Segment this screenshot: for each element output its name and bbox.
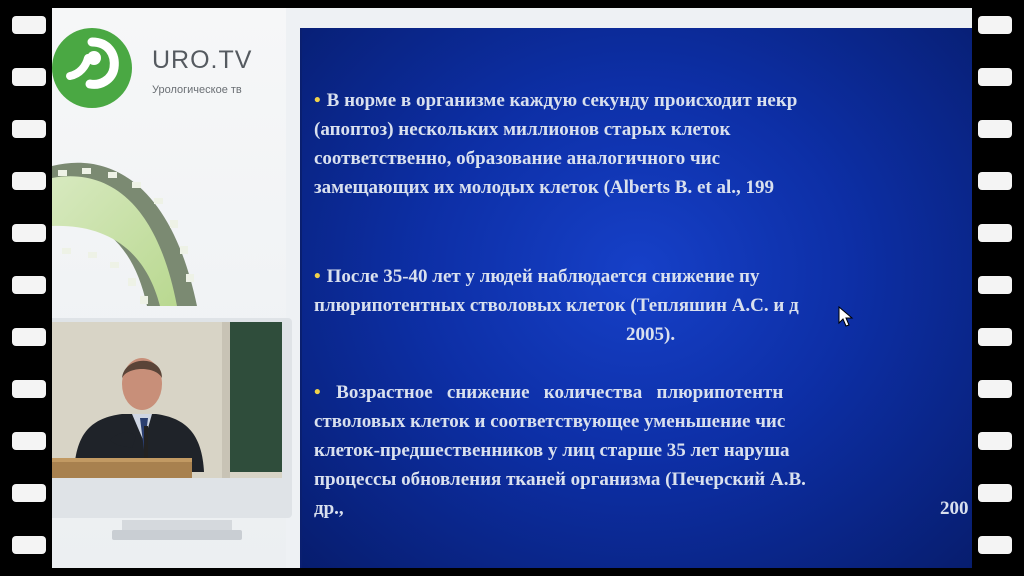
mouse-cursor-icon [838,306,854,328]
uro-tv-logo-icon [52,28,132,108]
brand-tagline: Урологическое тв [152,84,242,96]
sprocket-hole [12,120,46,138]
sprocket-hole [978,172,1012,190]
sprocket-hole [978,16,1012,34]
slide-line: • После 35-40 лет у людей наблюдается снижение пу [314,266,760,287]
sprocket-hole [12,328,46,346]
monitor-stand [122,520,232,530]
filmstrip-right [972,0,1024,576]
slide-line: процессы обновления тканей организма (Печерский А.В. [314,469,806,490]
bullet-icon: • [314,266,321,287]
slide-line: замещающих их молодых клеток (Alberts B. et al., 199 [314,177,775,198]
speaker-video[interactable] [52,322,282,478]
slide-line: • Возрастное снижение количества плюрипотентн [314,382,784,403]
slide-line: др., 200 [314,498,969,519]
sprocket-hole [12,276,46,294]
sprocket-hole [12,224,46,242]
sprocket-hole [978,328,1012,346]
brand-name: URO.TV [152,46,253,74]
film-reel-icon [52,156,202,306]
sprocket-hole [12,68,46,86]
slide-paragraph-2 [314,262,972,349]
slide-line: (апоптоз) нескольких миллионов старых клеток [314,119,731,140]
sprocket-hole [978,432,1012,450]
bullet-icon: • [314,90,321,111]
presentation-slide [300,28,972,568]
sprocket-hole [12,432,46,450]
slide-paragraph-3 [314,378,972,523]
sprocket-hole [978,68,1012,86]
sprocket-hole [978,120,1012,138]
slide-line: 2005). [626,324,676,345]
sprocket-hole [978,536,1012,554]
bullet-icon: • [314,382,321,403]
slide-line: плюрипотентных стволовых клеток (Тепляшин А.С. и д [314,295,799,316]
filmstrip-left [0,0,52,576]
sprocket-hole [12,536,46,554]
slide-paragraph-1 [314,86,972,202]
sprocket-hole [12,380,46,398]
slide-line: клеток-предшественников у лиц старше 35 лет наруша [314,440,790,461]
slide-line: соответственно, образование аналогичного чис [314,148,721,169]
sprocket-hole [978,380,1012,398]
slide-line: стволовых клеток и соответствующее уменьшение чис [314,411,786,432]
sprocket-hole [978,484,1012,502]
sprocket-hole [12,484,46,502]
sprocket-hole [978,276,1012,294]
sprocket-hole [12,172,46,190]
sidebar [52,8,286,568]
monitor-base [112,530,242,540]
sprocket-hole [978,224,1012,242]
slide-line: • В норме в организме каждую секунду происходит некр [314,90,798,111]
video-frame [52,8,972,568]
sprocket-hole [12,16,46,34]
